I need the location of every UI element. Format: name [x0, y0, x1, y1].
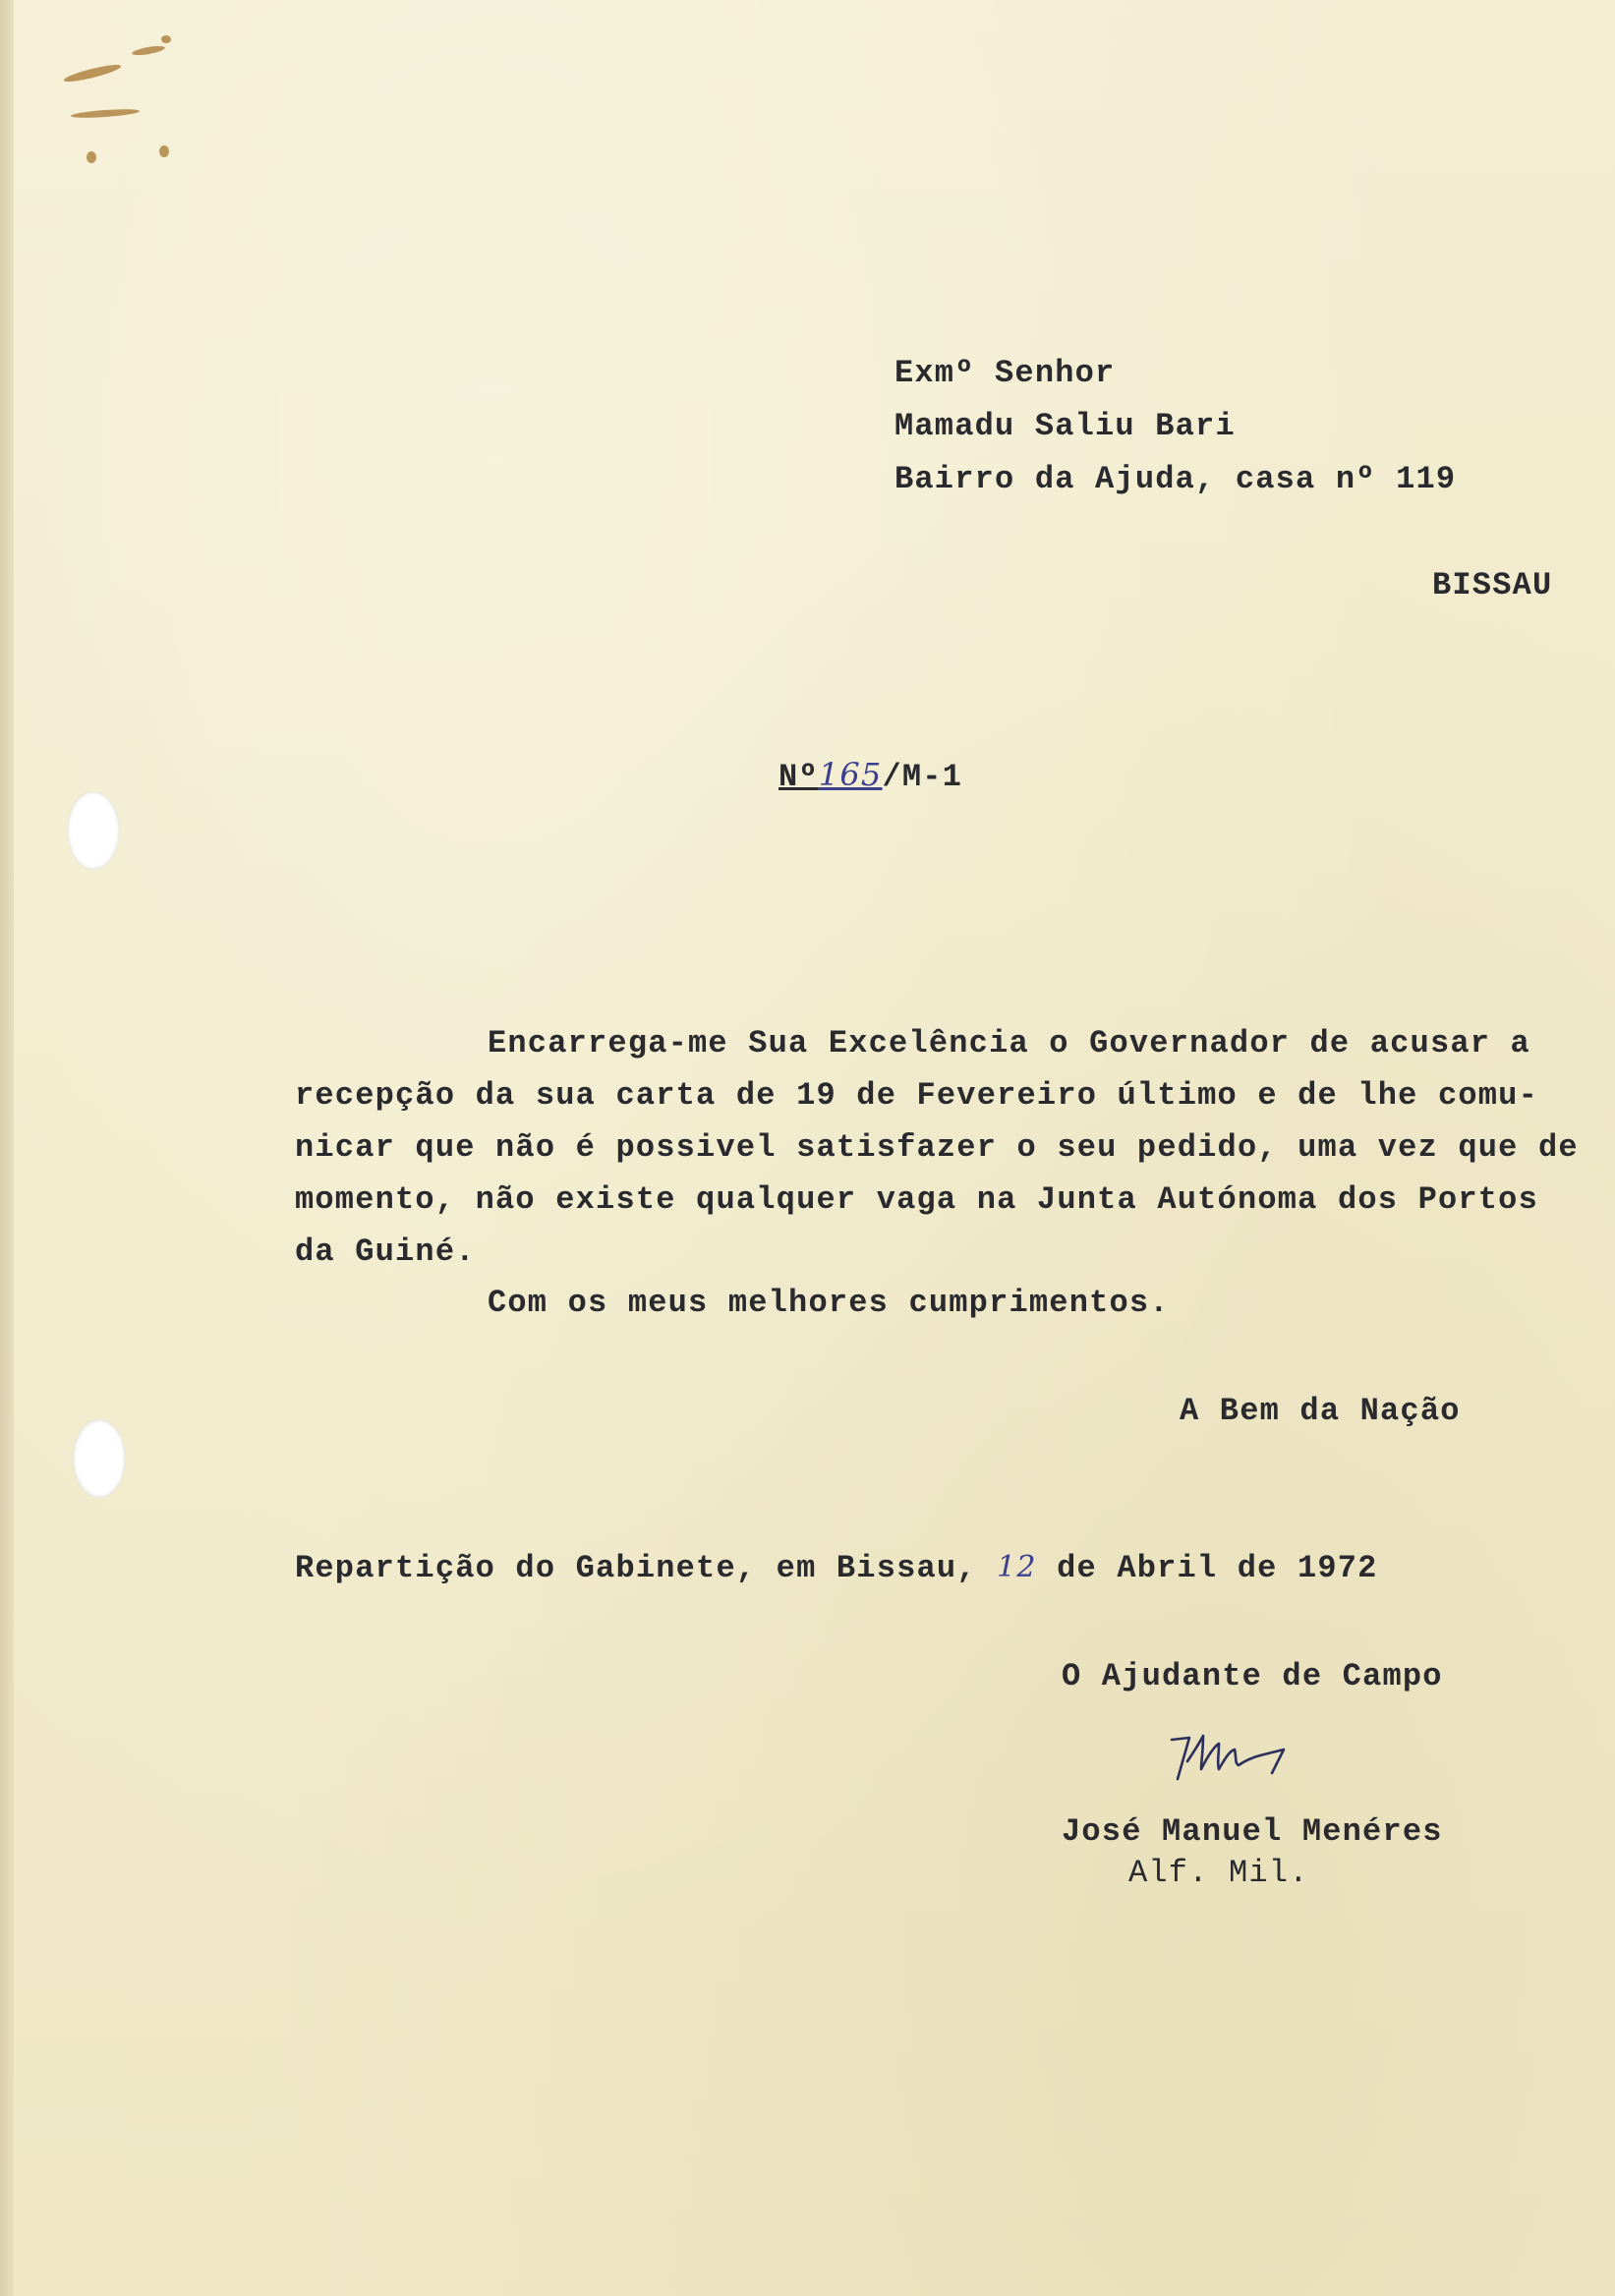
- body-line: Encarrega-me Sua Excelência o Governador de acusar a: [488, 1025, 1530, 1062]
- punch-hole-top: [67, 791, 120, 870]
- dateline-suffix: de Abril de 1972: [1057, 1550, 1378, 1586]
- letter-sheet: [14, 0, 1615, 2296]
- recipient-address: Bairro da Ajuda, casa nº 119: [894, 461, 1457, 497]
- signatory-name: José Manuel Menéres: [1062, 1813, 1443, 1850]
- rust-stain: [87, 151, 96, 163]
- reference-prefix: Nº: [779, 759, 819, 795]
- recipient-city: BISSAU: [1432, 567, 1553, 603]
- reference-number: [779, 756, 963, 795]
- rust-stain: [159, 145, 169, 157]
- reference-handwritten-number: 165: [818, 756, 883, 793]
- dateline-prefix: Repartição do Gabinete, em Bissau,: [295, 1550, 977, 1586]
- signatory-rank: Alf. Mil.: [1128, 1855, 1309, 1891]
- rust-stain: [71, 108, 140, 120]
- recipient-salutation: Exmº Senhor: [894, 355, 1116, 391]
- dateline-handwritten-day: 12: [997, 1550, 1037, 1584]
- signatory-role: O Ajudante de Campo: [1062, 1658, 1443, 1694]
- punch-hole-bottom: [73, 1419, 126, 1498]
- body-line: da Guiné.: [295, 1234, 476, 1270]
- paper-edge: [0, 0, 14, 2296]
- handwritten-signature: [1164, 1722, 1311, 1791]
- dateline: [295, 1550, 1378, 1586]
- reference-suffix: /M-1: [882, 759, 963, 795]
- motto: A Bem da Nação: [1180, 1393, 1461, 1429]
- rust-stain: [161, 35, 171, 43]
- recipient-name: Mamadu Saliu Bari: [894, 408, 1236, 444]
- body-line: momento, não existe qualquer vaga na Junta Autónoma dos Portos: [295, 1181, 1538, 1218]
- body-line: recepção da sua carta de 19 de Fevereiro último e de lhe comu-: [295, 1077, 1538, 1114]
- body-line: nicar que não é possivel satisfazer o seu pedido, uma vez que de: [295, 1129, 1579, 1166]
- closing-line: Com os meus melhores cumprimentos.: [488, 1285, 1170, 1321]
- rust-stain: [132, 44, 166, 57]
- rust-stain: [63, 62, 122, 85]
